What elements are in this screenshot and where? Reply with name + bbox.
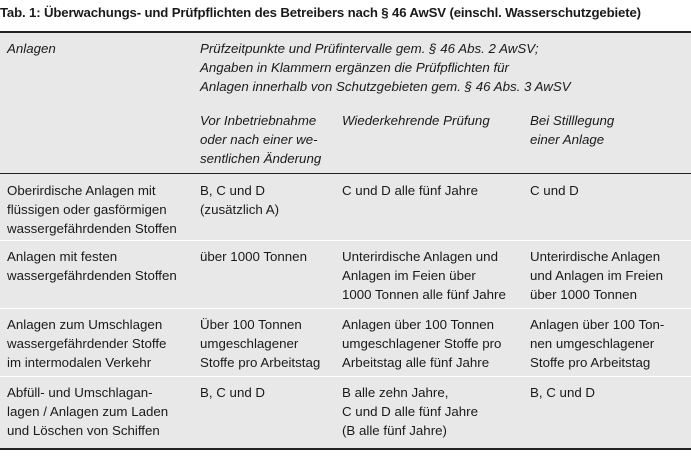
cell-stilllegung (530, 315, 664, 372)
inspection-table (0, 31, 691, 450)
cell-line: wassergefährdenden Stoffen (7, 221, 177, 236)
cell-inbetriebnahme (200, 181, 279, 219)
cell-wiederkehrend (342, 315, 501, 372)
cell-line: B, C und D (530, 385, 596, 400)
cell-line: über 1000 Tonnen (530, 287, 637, 302)
cell-wiederkehrend (342, 181, 478, 200)
cell-line: Unterirdische Anlagen (530, 249, 661, 264)
cell-line: und Anlagen im Freien (530, 268, 664, 283)
cell-stilllegung (530, 247, 663, 304)
header-stilllegung (530, 111, 614, 149)
header-anlagen: Anlagen (7, 41, 56, 56)
table-row (0, 377, 691, 448)
cell-line: 1000 Tonnen alle fünf Jahre (342, 287, 506, 302)
cell-inbetriebnahme (200, 247, 307, 266)
cell-stilllegung (530, 383, 595, 402)
cell-line: Über 100 Tonnen (200, 317, 302, 332)
cell-line: und Löschen von Schiffen (7, 423, 160, 438)
cell-line: Anlagen über 100 Tonnen (342, 317, 495, 332)
table-row (0, 309, 691, 377)
header-group (200, 39, 571, 96)
cell-anlage (7, 247, 177, 285)
cell-line: Anlagen mit festen (7, 249, 118, 264)
cell-line: im intermodalen Verkehr (7, 355, 152, 370)
cell-anlage (7, 181, 177, 238)
header-wiederkehrend (342, 111, 490, 130)
cell-line: wassergefährdenden Stoffen (7, 268, 177, 283)
table-header (0, 33, 691, 174)
header-group-line: Anlagen innerhalb von Schutzgebieten gem. § 46 Abs. 3 AwSV (200, 79, 571, 94)
header-sub-line: einer Anlage (530, 132, 605, 147)
table-row (0, 174, 691, 241)
cell-line: über 1000 Tonnen (200, 249, 307, 264)
cell-line: C und D alle fünf Jahre (342, 183, 479, 198)
cell-anlage (7, 383, 168, 440)
cell-anlage (7, 315, 166, 372)
header-sub-line: sentlichen Änderung (200, 151, 322, 166)
cell-line: Anlagen über 100 Ton- (530, 317, 665, 332)
cell-line: flüssigen oder gasförmigen (7, 202, 167, 217)
header-sub-line: Wiederkehrende Prüfung (342, 113, 490, 128)
cell-line: wassergefährdender Stoffe (7, 336, 167, 351)
cell-line: Anlagen zum Umschlagen (7, 317, 163, 332)
cell-stilllegung (530, 181, 579, 200)
cell-line: Stoffe pro Arbeitstag (530, 355, 651, 370)
cell-line: umgeschlagener Stoffe pro (342, 336, 502, 351)
cell-line: nen umgeschlagener (530, 336, 655, 351)
header-sub-line: Bei Stilllegung (530, 113, 615, 128)
cell-line: (B alle fünf Jahre) (342, 423, 447, 438)
header-sub-line: oder nach einer we- (200, 132, 318, 147)
header-group-line: Angaben in Klammern ergänzen die Prüfpflichten für (200, 60, 509, 75)
header-sub-line: Vor Inbetriebnahme (200, 113, 317, 128)
cell-line: Anlagen im Feien über (342, 268, 476, 283)
cell-line: Arbeitstag alle fünf Jahre (342, 355, 490, 370)
header-group-line: Prüfzeitpunkte und Prüfintervalle gem. § 46 Abs. 2 AwSV; (200, 41, 539, 56)
cell-inbetriebnahme (200, 383, 265, 402)
cell-line: (zusätzlich A) (200, 202, 280, 217)
cell-line: B, C und D (200, 385, 266, 400)
cell-line: B alle zehn Jahre, (342, 385, 449, 400)
cell-line: Unterirdische Anlagen und (342, 249, 498, 264)
cell-wiederkehrend (342, 247, 506, 304)
cell-line: B, C und D (200, 183, 266, 198)
cell-line: C und D alle fünf Jahre (342, 404, 479, 419)
cell-wiederkehrend (342, 383, 478, 440)
cell-line: Abfüll- und Umschlagan- (7, 385, 153, 400)
cell-line: lagen / Anlagen zum Laden (7, 404, 169, 419)
cell-line: Oberirdische Anlagen mit (7, 183, 156, 198)
cell-line: Stoffe pro Arbeitstag (200, 355, 321, 370)
table-caption: Tab. 1: Überwachungs- und Prüfpflichten des Betreibers nach § 46 AwSV (einschl. Wasserschutzgebiete) (0, 5, 641, 20)
header-inbetriebnahme (200, 111, 321, 168)
cell-line: C und D (530, 183, 579, 198)
cell-inbetriebnahme (200, 315, 320, 372)
table-row (0, 241, 691, 309)
cell-line: umgeschlagener (200, 336, 299, 351)
